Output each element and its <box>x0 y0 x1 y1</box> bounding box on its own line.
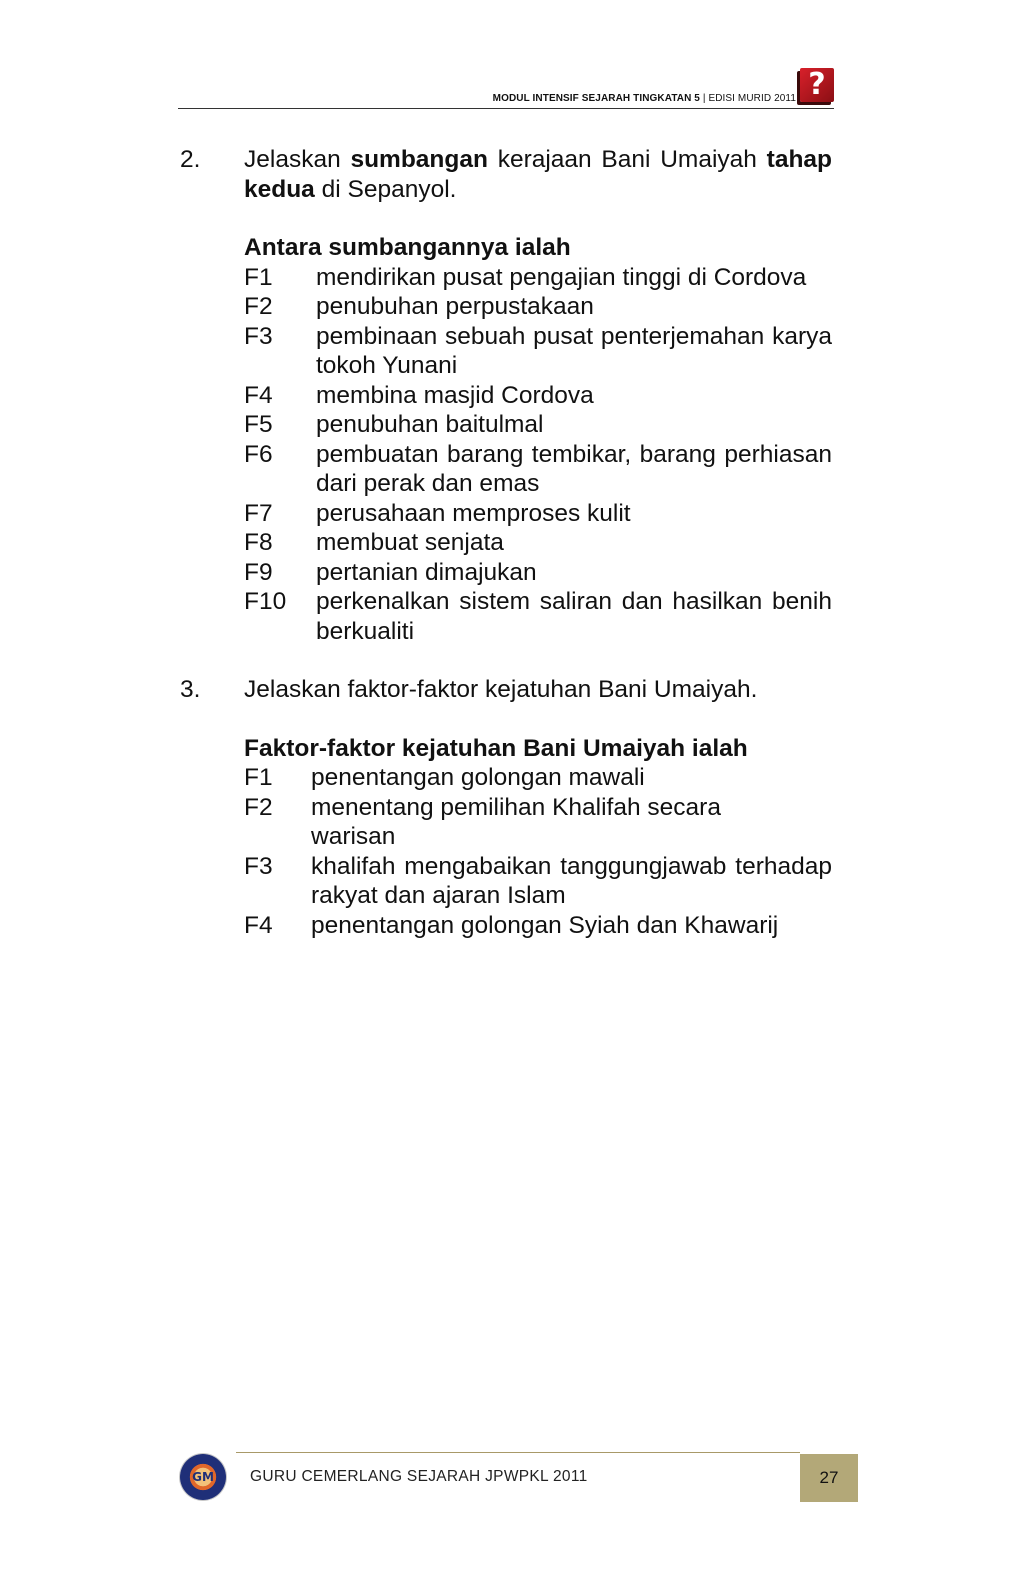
header-title-rest: EDISI MURID 2011 <box>708 93 796 104</box>
list-item <box>244 292 832 322</box>
answer-list <box>244 763 832 940</box>
header-title-bold: MODUL INTENSIF SEJARAH TINGKATAN 5 <box>492 93 700 104</box>
item-code: F9 <box>244 558 273 586</box>
item-text: membuat senjata <box>316 529 504 556</box>
question-mark-icon: ? <box>800 68 834 102</box>
item-text: pembinaan sebuah pusat penterjemahan karya tokoh Yunani <box>316 322 832 379</box>
question-text: Jelaskan sumbangan kerajaan Bani Umaiyah tahap kedua di Sepanyol. <box>244 146 832 203</box>
item-text: penubuhan baitulmal <box>316 411 544 438</box>
item-text: khalifah mengabaikan tanggungjawab terhadap rakyat dan ajaran Islam <box>311 852 832 909</box>
keyword-sumbangan: sumbangan <box>350 146 488 173</box>
header-title <box>493 93 796 104</box>
answer-title: Faktor-faktor kejatuhan Bani Umaiyah ialah <box>244 734 748 762</box>
question-number: 2. <box>180 146 201 173</box>
list-item <box>244 793 832 852</box>
item-code: F6 <box>244 440 273 468</box>
item-text: menentang pemilihan Khalifah secara warisan <box>311 793 721 850</box>
item-code: F3 <box>244 322 273 350</box>
item-code: F4 <box>244 911 273 939</box>
question-number: 3. <box>180 676 201 703</box>
answer-list <box>244 263 832 647</box>
item-code: F3 <box>244 852 273 880</box>
question-2 <box>180 145 832 646</box>
answer-title: Antara sumbangannya ialah <box>244 234 571 261</box>
page-content <box>180 145 832 940</box>
question-3 <box>180 675 832 940</box>
item-code: F8 <box>244 529 273 556</box>
page-number: 27 <box>800 1454 858 1502</box>
list-item <box>244 852 832 911</box>
item-code: F2 <box>244 293 273 320</box>
page-footer <box>180 1452 860 1504</box>
item-text: penubuhan perpustakaan <box>316 293 594 320</box>
item-text: perusahaan memproses kulit <box>316 499 631 527</box>
question-text: Jelaskan faktor-faktor kejatuhan Bani Umaiyah. <box>244 676 758 703</box>
item-text: pertanian dimajukan <box>316 558 537 586</box>
item-code: F1 <box>244 764 273 791</box>
footer-divider <box>236 1452 800 1453</box>
list-item <box>244 587 832 646</box>
page-header <box>178 66 834 109</box>
list-item <box>244 322 832 381</box>
list-item <box>244 381 832 411</box>
list-item <box>244 440 832 499</box>
item-code: F1 <box>244 263 273 291</box>
item-text: penentangan golongan mawali <box>311 764 645 791</box>
list-item <box>244 558 832 588</box>
item-text: mendirikan pusat pengajian tinggi di Cordova <box>316 263 807 291</box>
footer-text: GURU CEMERLANG SEJARAH JPWPKL 2011 <box>250 1468 588 1485</box>
item-code: F4 <box>244 381 273 409</box>
item-text: pembuatan barang tembikar, barang perhiasan dari perak dan emas <box>316 440 832 497</box>
list-item <box>244 499 832 529</box>
list-item <box>244 911 832 941</box>
item-code: F5 <box>244 411 273 438</box>
list-item <box>244 763 832 793</box>
item-code: F10 <box>244 588 287 615</box>
header-separator: | <box>699 93 709 104</box>
item-text: penentangan golongan Syiah dan Khawarij <box>311 911 779 939</box>
item-code: F7 <box>244 499 273 527</box>
school-logo: GM <box>180 1454 226 1500</box>
item-code: F2 <box>244 793 273 821</box>
list-item <box>244 263 832 293</box>
list-item <box>244 410 832 440</box>
item-text: membina masjid Cordova <box>316 381 594 409</box>
keyword-tahap-kedua: tahap kedua <box>244 146 832 203</box>
item-text: perkenalkan sistem saliran dan hasilkan benih berkualiti <box>316 588 832 645</box>
list-item <box>244 528 832 558</box>
